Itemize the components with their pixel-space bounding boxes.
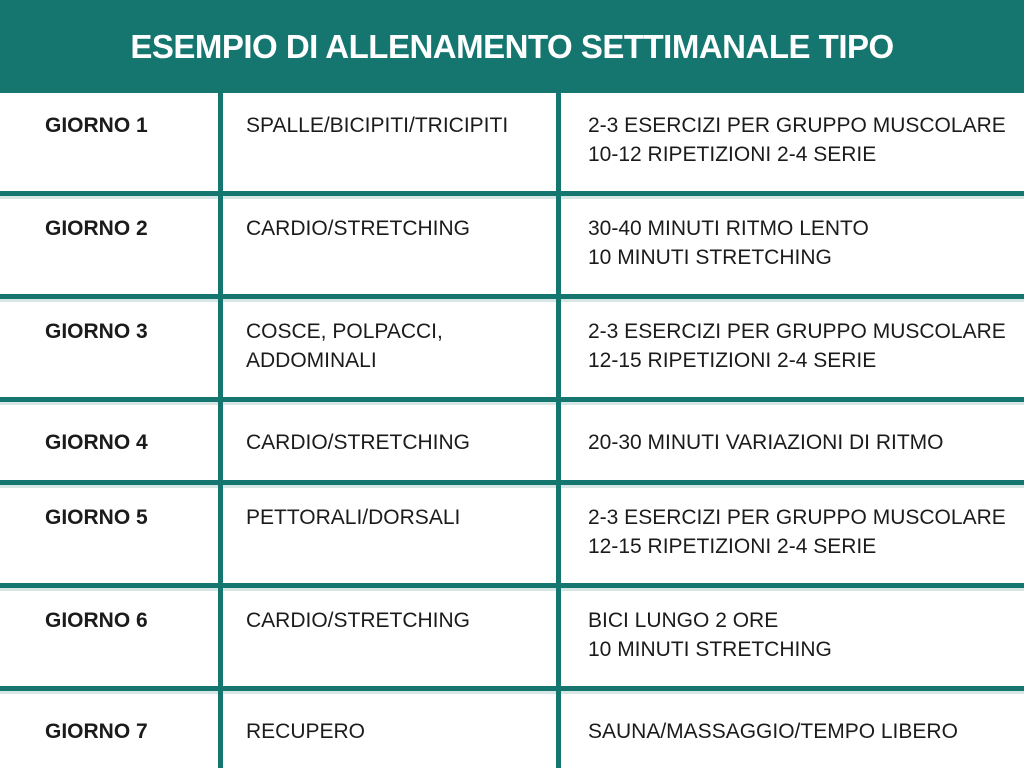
activity-line: CARDIO/STRETCHING — [246, 431, 471, 455]
activity-cell — [218, 503, 556, 532]
activity-line: CARDIO/STRETCHING — [246, 608, 471, 632]
day-cell: GIORNO 1 — [45, 114, 148, 137]
table-row-giorno-1 — [0, 93, 1024, 191]
details-line: 10-12 RIPETIZIONI 2-4 SERIE — [588, 143, 877, 166]
details-line: 2-3 ESERCIZI PER GRUPPO MUSCOLARE — [588, 505, 1006, 529]
schedule-table — [0, 93, 1024, 768]
day-cell: GIORNO 3 — [45, 320, 148, 344]
activity-cell — [218, 717, 556, 746]
row-divider — [0, 191, 1024, 196]
details-line: 2-3 ESERCIZI PER GRUPPO MUSCOLARE — [588, 320, 1006, 344]
details-cell — [556, 606, 1024, 664]
details-line: 20-30 MINUTI VARIAZIONI DI RITMO — [588, 431, 944, 455]
table-row-giorno-5 — [0, 485, 1024, 583]
column-divider — [218, 93, 223, 768]
details-cell — [556, 317, 1024, 375]
details-cell — [556, 214, 1024, 272]
table-row-giorno-6 — [0, 588, 1024, 686]
row-divider — [0, 583, 1024, 588]
row-divider — [0, 397, 1024, 402]
activity-line: COSCE, POLPACCI, — [246, 320, 443, 344]
table-row-giorno-2 — [0, 196, 1024, 294]
table-row-giorno-3 — [0, 299, 1024, 397]
day-cell: GIORNO 7 — [45, 719, 148, 743]
column-divider — [556, 93, 561, 768]
details-cell — [556, 503, 1024, 561]
activity-line: PETTORALI/DORSALI — [246, 505, 461, 529]
activity-cell — [218, 111, 556, 140]
day-cell: GIORNO 5 — [45, 505, 148, 529]
activity-line: CARDIO/STRETCHING — [246, 217, 471, 241]
header-bar — [0, 0, 1024, 93]
row-divider — [0, 686, 1024, 691]
activity-cell — [218, 317, 556, 375]
details-line: BICI LUNGO 2 ORE — [588, 608, 779, 632]
details-line: 10 MINUTI STRETCHING — [588, 246, 832, 270]
details-line: SAUNA/MASSAGGIO/TEMPO LIBERO — [588, 719, 958, 743]
day-cell: GIORNO 4 — [45, 431, 148, 455]
activity-cell — [218, 428, 556, 457]
activity-cell — [218, 214, 556, 243]
activity-line: ADDOMINALI — [246, 349, 377, 373]
details-cell — [556, 717, 1024, 746]
details-cell — [556, 428, 1024, 457]
details-line: 30-40 MINUTI RITMO LENTO — [588, 217, 869, 241]
day-cell: GIORNO 6 — [45, 608, 148, 632]
table-row-giorno-4 — [0, 402, 1024, 479]
row-divider — [0, 294, 1024, 299]
details-line: 10 MINUTI STRETCHING — [588, 637, 832, 661]
details-line: 12-15 RIPETIZIONI 2-4 SERIE — [588, 349, 877, 373]
activity-cell — [218, 606, 556, 635]
activity-line: RECUPERO — [246, 719, 366, 743]
day-cell: GIORNO 2 — [45, 217, 148, 241]
details-line: 2-3 ESERCIZI PER GRUPPO MUSCOLARE — [588, 114, 1006, 137]
row-divider — [0, 480, 1024, 485]
details-line: 12-15 RIPETIZIONI 2-4 SERIE — [588, 534, 877, 558]
table-row-giorno-7 — [0, 691, 1024, 768]
activity-line: SPALLE/BICIPITI/TRICIPITI — [246, 114, 509, 137]
details-cell — [556, 111, 1024, 169]
page-title: ESEMPIO DI ALLENAMENTO SETTIMANALE TIPO — [130, 27, 894, 65]
